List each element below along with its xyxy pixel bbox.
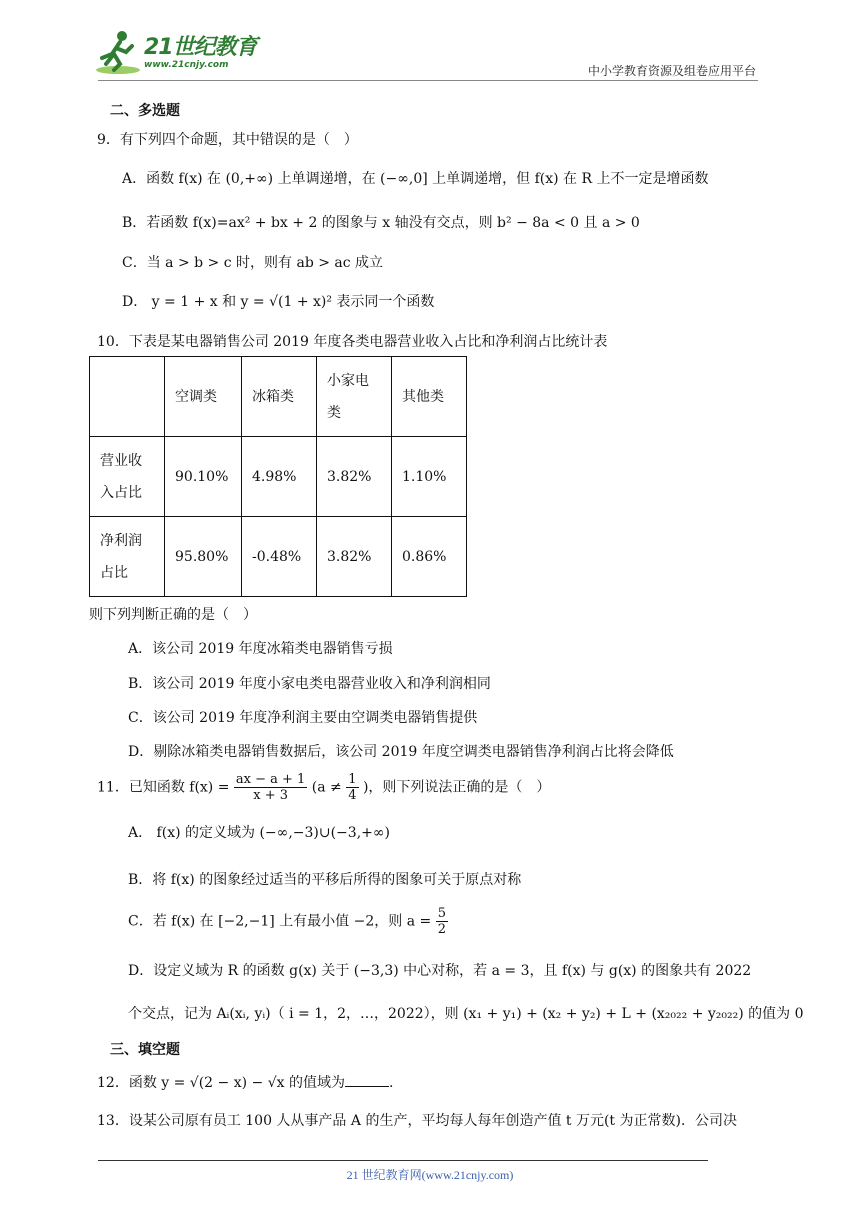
table-cell: 0.86% [392,517,467,597]
question-11-option-c [128,906,448,937]
table-cell: -0.48% [242,517,317,597]
function-fraction [234,772,307,803]
table-header-cell: 其他类 [392,357,467,437]
table-cell: 3.82% [317,517,392,597]
answer-blank [345,1074,389,1087]
question-11-stem [97,772,550,803]
table-header-cell: 小家电类 [317,357,392,437]
fraction-denominator: x + 3 [253,788,288,803]
question-11-option-b: B．将 f(x) 的图象经过适当的平移后所得的图象可关于原点对称 [128,872,522,888]
table-header-cell: 空调类 [165,357,242,437]
table-cell: 1.10% [392,437,467,517]
question-12-text: 12．函数 y = √(2 − x) − √x 的值域为 [97,1075,345,1091]
table-cell: 3.82% [317,437,392,517]
question-9-option-a: A．函数 f(x) 在 (0,+∞) 上单调递增，在 (−∞,0] 上单调递增，但 f(x) 在 R 上不一定是增函数 [122,171,709,187]
table-header-cell: 冰箱类 [242,357,317,437]
header-platform-text: 中小学教育资源及组卷应用平台 [587,64,756,78]
table-row-label: 营业收入占比 [90,437,165,517]
runner-icon [92,28,142,76]
condition-pre: (a ≠ [311,779,342,796]
logo-url: www.21cnjy.com [144,60,229,70]
question-12-end: . [388,1075,394,1091]
question-12 [97,1072,393,1092]
option-c-text: C．若 f(x) 在 [−2,−1] 上有最小值 −2，则 a = [128,913,432,930]
fraction-numerator: ax − a + 1 [235,772,306,787]
table-row [90,517,467,597]
footer-text: 21 世纪教育网(www.21cnjy.com) [346,1168,514,1182]
question-9-option-d: D． y = 1 + x 和 y = √(1 + x)² 表示同一个函数 [122,294,435,310]
section-title-fill-in: 三、填空题 [110,1042,180,1058]
question-10-option-c: C．该公司 2019 年度净利润主要由空调类电器销售提供 [128,710,478,726]
site-logo [92,28,262,78]
table-row [90,437,467,517]
fraction-denominator: 4 [348,788,357,803]
question-11-option-d-line1: D．设定义域为 R 的函数 g(x) 关于 (−3,3) 中心对称，若 a = 3，且 f(x) 与 g(x) 的图象共有 2022 [128,963,752,979]
condition-fraction [346,772,358,803]
fraction-numerator: 5 [437,906,446,921]
option-c-fraction [436,906,448,937]
table-cell: 95.80% [165,517,242,597]
question-11-option-d-line2: 个交点，记为 Aᵢ(xᵢ, yᵢ)（ i = 1，2，…，2022），则 (x₁ + y₁) + (x₂ + y₂) + L + (x₂₀₂₂ + y₂₀₂₂) 的值为 0 [128,1006,804,1022]
table-cell: 4.98% [242,437,317,517]
question-10-sub: 则下列判断正确的是（ ） [89,607,257,623]
revenue-profit-table [89,356,467,597]
question-10-option-b: B．该公司 2019 年度小家电类电器营业收入和净利润相同 [128,676,491,692]
question-10-stem: 10．下表是某电器销售公司 2019 年度各类电器营业收入占比和净利润占比统计表 [97,334,608,350]
table-cell: 90.10% [165,437,242,517]
question-9-option-b: B．若函数 f(x)=ax² + bx + 2 的图象与 x 轴没有交点，则 b² − 8a < 0 且 a > 0 [122,215,640,231]
table-header-row [90,357,467,437]
question-11-stem-pre: 11．已知函数 f(x) = [97,779,230,796]
question-10-option-a: A．该公司 2019 年度冰箱类电器销售亏损 [128,641,393,657]
footer-divider [98,1160,708,1161]
fraction-denominator: 2 [437,922,446,937]
section-title-multiple-choice: 二、多选题 [110,103,180,119]
fraction-numerator: 1 [348,772,357,787]
table-row-label: 净利润占比 [90,517,165,597]
question-9-option-c: C．当 a > b > c 时，则有 ab > ac 成立 [122,255,384,271]
question-11-stem-post: )，则下列说法正确的是（ ） [362,779,551,796]
header-divider [98,80,758,81]
question-9-stem: 9．有下列四个命题，其中错误的是（ ） [97,132,358,148]
question-13: 13．设某公司原有员工 100 人从事产品 A 的生产，平均每人每年创造产值 t 万元(t 为正常数)．公司决 [97,1113,737,1129]
question-10-option-d: D．剔除冰箱类电器销售数据后，该公司 2019 年度空调类电器销售净利润占比将会降低 [128,744,674,760]
logo-text: 21世纪教育 [144,35,257,60]
question-11-option-a: A． f(x) 的定义域为 (−∞,−3)∪(−3,+∞) [128,825,391,841]
table-header-cell [90,357,165,437]
